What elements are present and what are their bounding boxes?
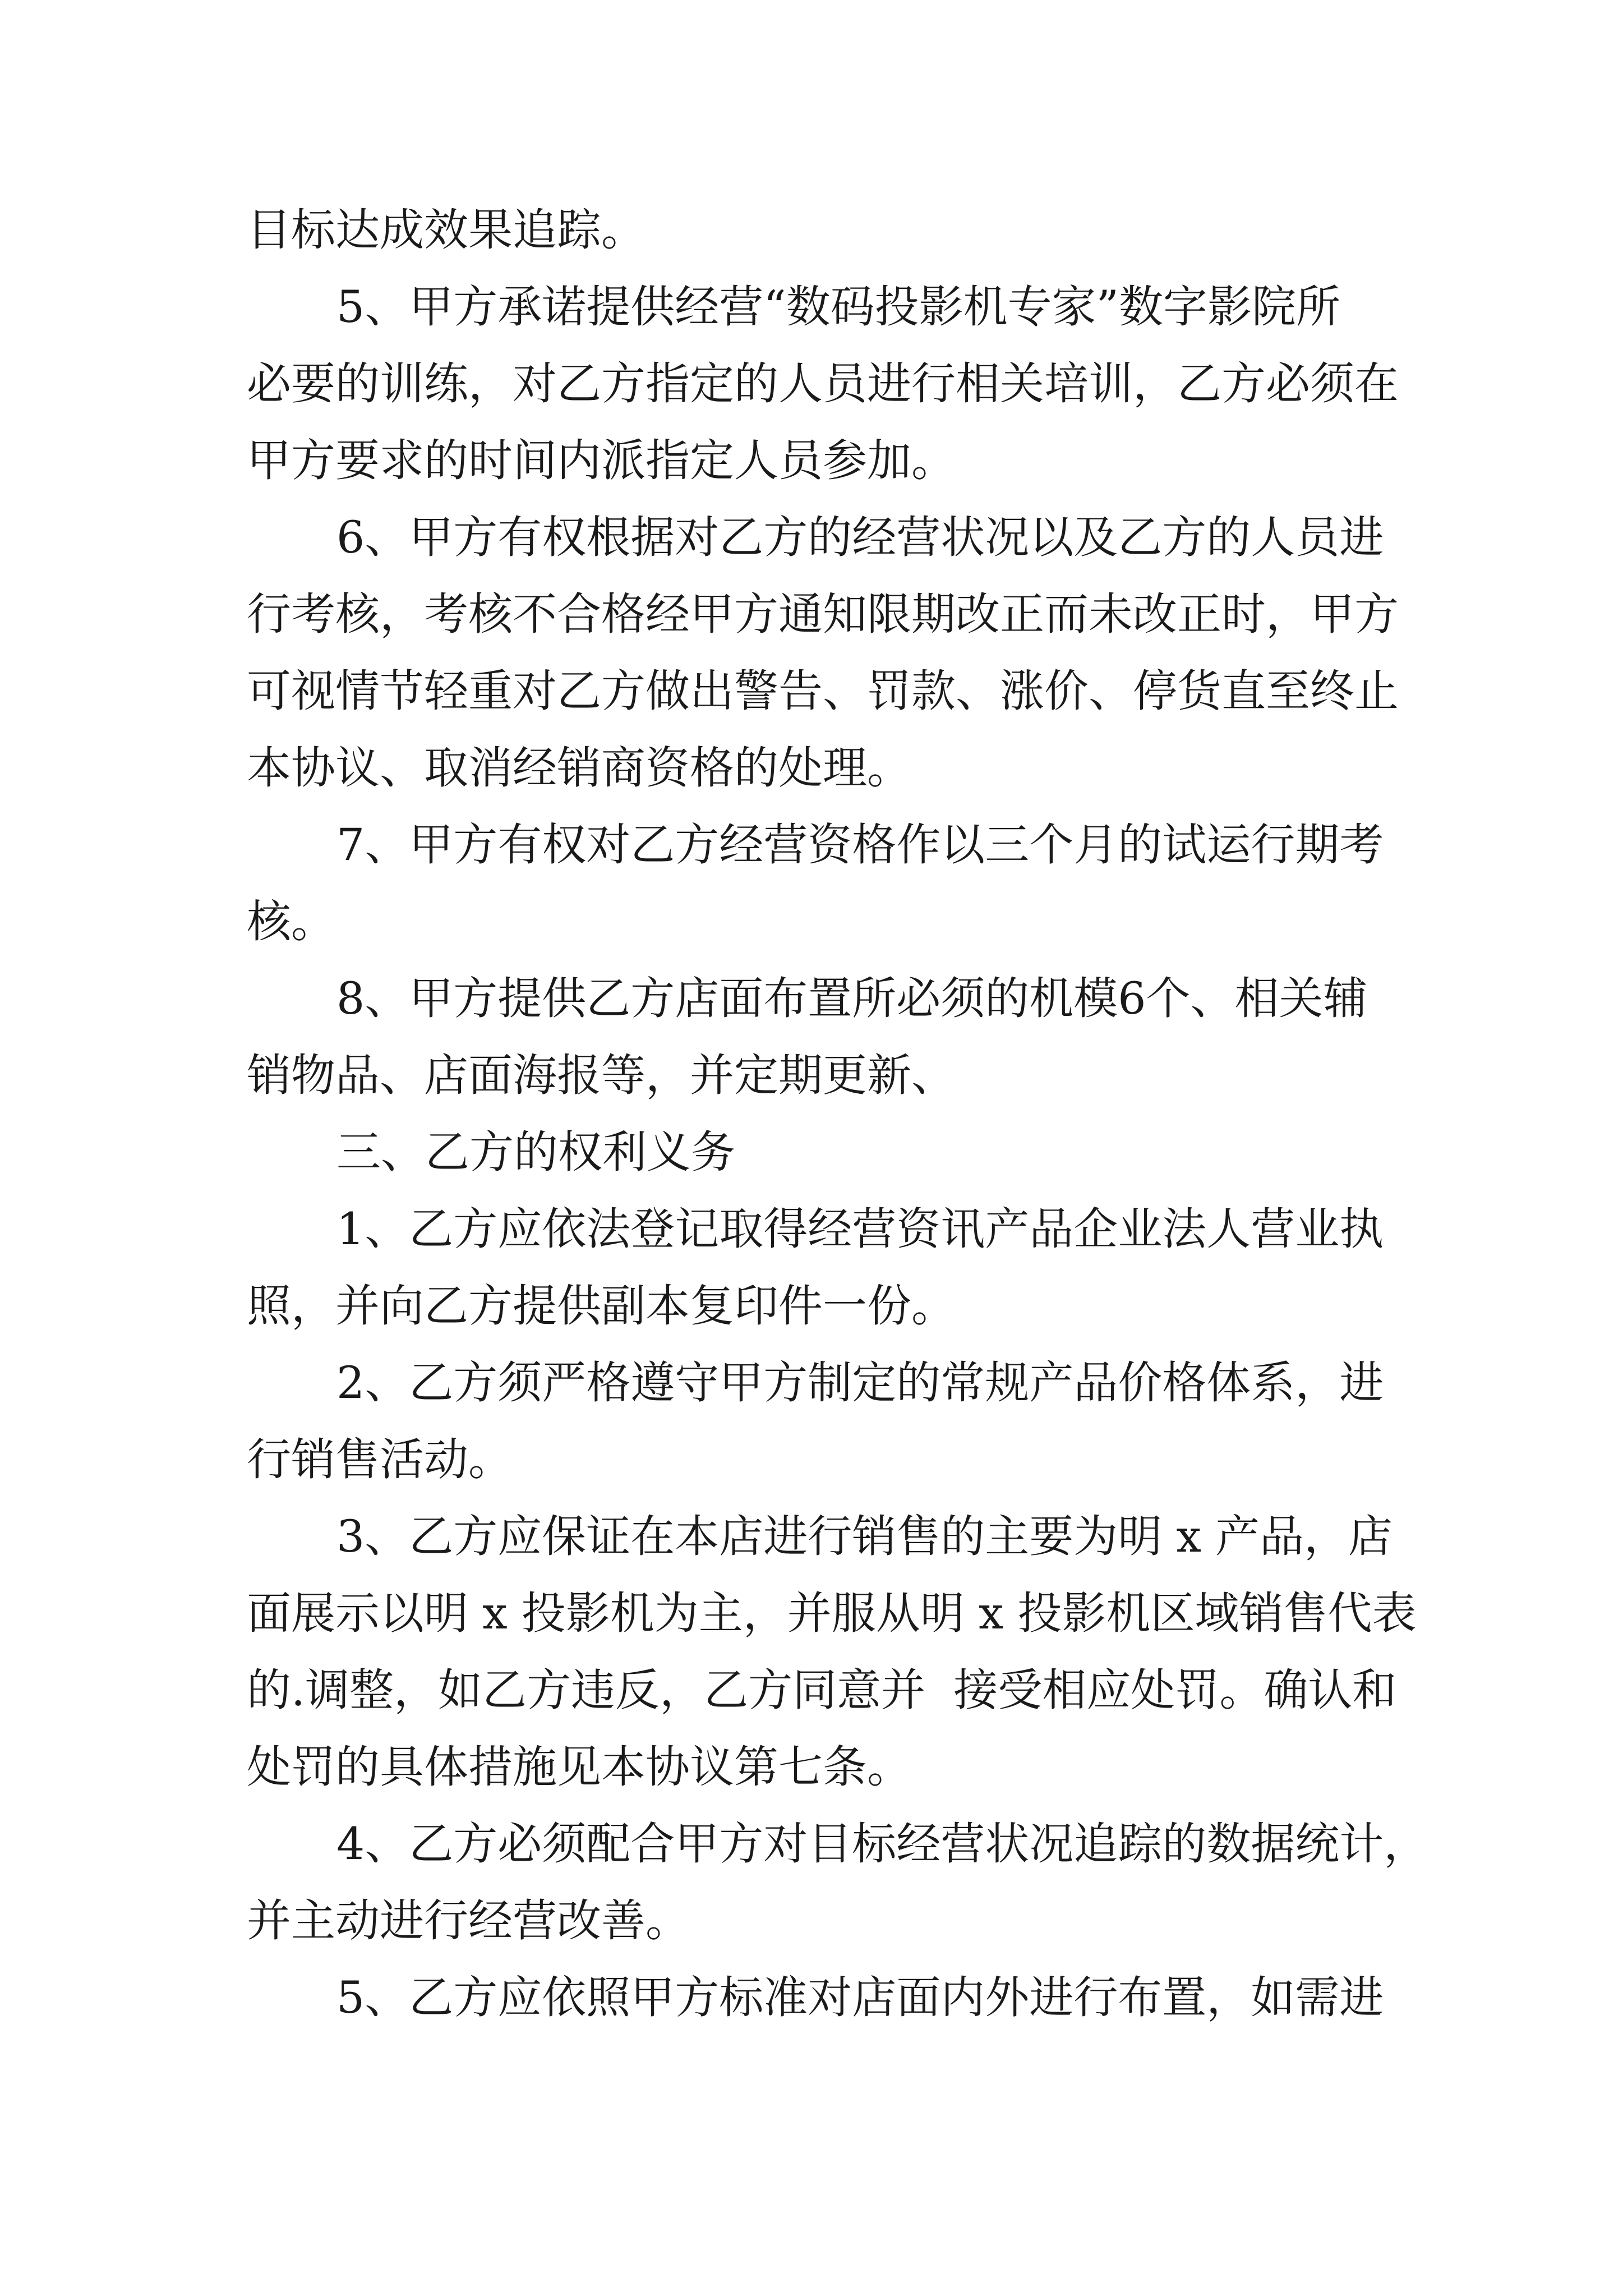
text-line: 4、乙方必须配合甲方对目标经营状况追踪的数据统计， <box>336 1818 1428 1870</box>
text-line: 8、甲方提供乙方店面布置所必须的机模6个、相关辅 <box>336 973 1368 1024</box>
text-line: 并主动进行经营改善。 <box>247 1895 690 1947</box>
text-line: 6、甲方有权根据对乙方的经营状况以及乙方的人员进 <box>336 512 1384 563</box>
text-line: 3、乙方应保证在本店进行销售的主要为明 x 产品，店 <box>336 1511 1393 1562</box>
text-line: 核。 <box>247 896 335 947</box>
text-line: 1、乙方应依法登记取得经营资讯产品企业法人营业执 <box>336 1203 1384 1255</box>
text-line: 本协议、取消经销商资格的处理。 <box>247 742 911 794</box>
text-line: 行考核，考核不合格经甲方通知限期改正而未改正时，甲方 <box>247 588 1399 640</box>
text-line: 处罚的具体措施见本协议第七条。 <box>247 1741 911 1793</box>
text-line: 的.调整，如乙方违反，乙方同意并 接受相应处罚。确认和 <box>247 1664 1397 1716</box>
text-line: 面展示以明 x 投影机为主，并服从明 x 投影机区域销售代表 <box>247 1588 1417 1639</box>
text-line: 销物品、店面海报等，并定期更新、 <box>247 1050 956 1101</box>
text-line: 7、甲方有权对乙方经营资格作以三个月的试运行期考 <box>336 819 1384 871</box>
text-line: 甲方要求的时间内派指定人员参加。 <box>247 435 956 486</box>
text-line: 5、乙方应依照甲方标准对店面内外进行布置，如需进 <box>336 1972 1384 2023</box>
section-heading: 三、乙方的权利义务 <box>336 1126 735 1178</box>
text-line: 目标达成效果追踪。 <box>247 204 645 256</box>
text-line: 5、甲方承诺提供经营“数码投影机专家”数字影院所 <box>336 281 1341 333</box>
text-line: 照，并向乙方提供副本复印件一份。 <box>247 1280 956 1332</box>
text-line: 必要的训练，对乙方指定的人员进行相关培训，乙方必须在 <box>247 358 1399 409</box>
text-line: 行销售活动。 <box>247 1434 513 1485</box>
text-line: 可视情节轻重对乙方做出警告、罚款、涨价、停货直至终止 <box>247 665 1399 717</box>
text-line: 2、乙方须严格遵守甲方制定的常规产品价格体系，进 <box>336 1357 1384 1409</box>
